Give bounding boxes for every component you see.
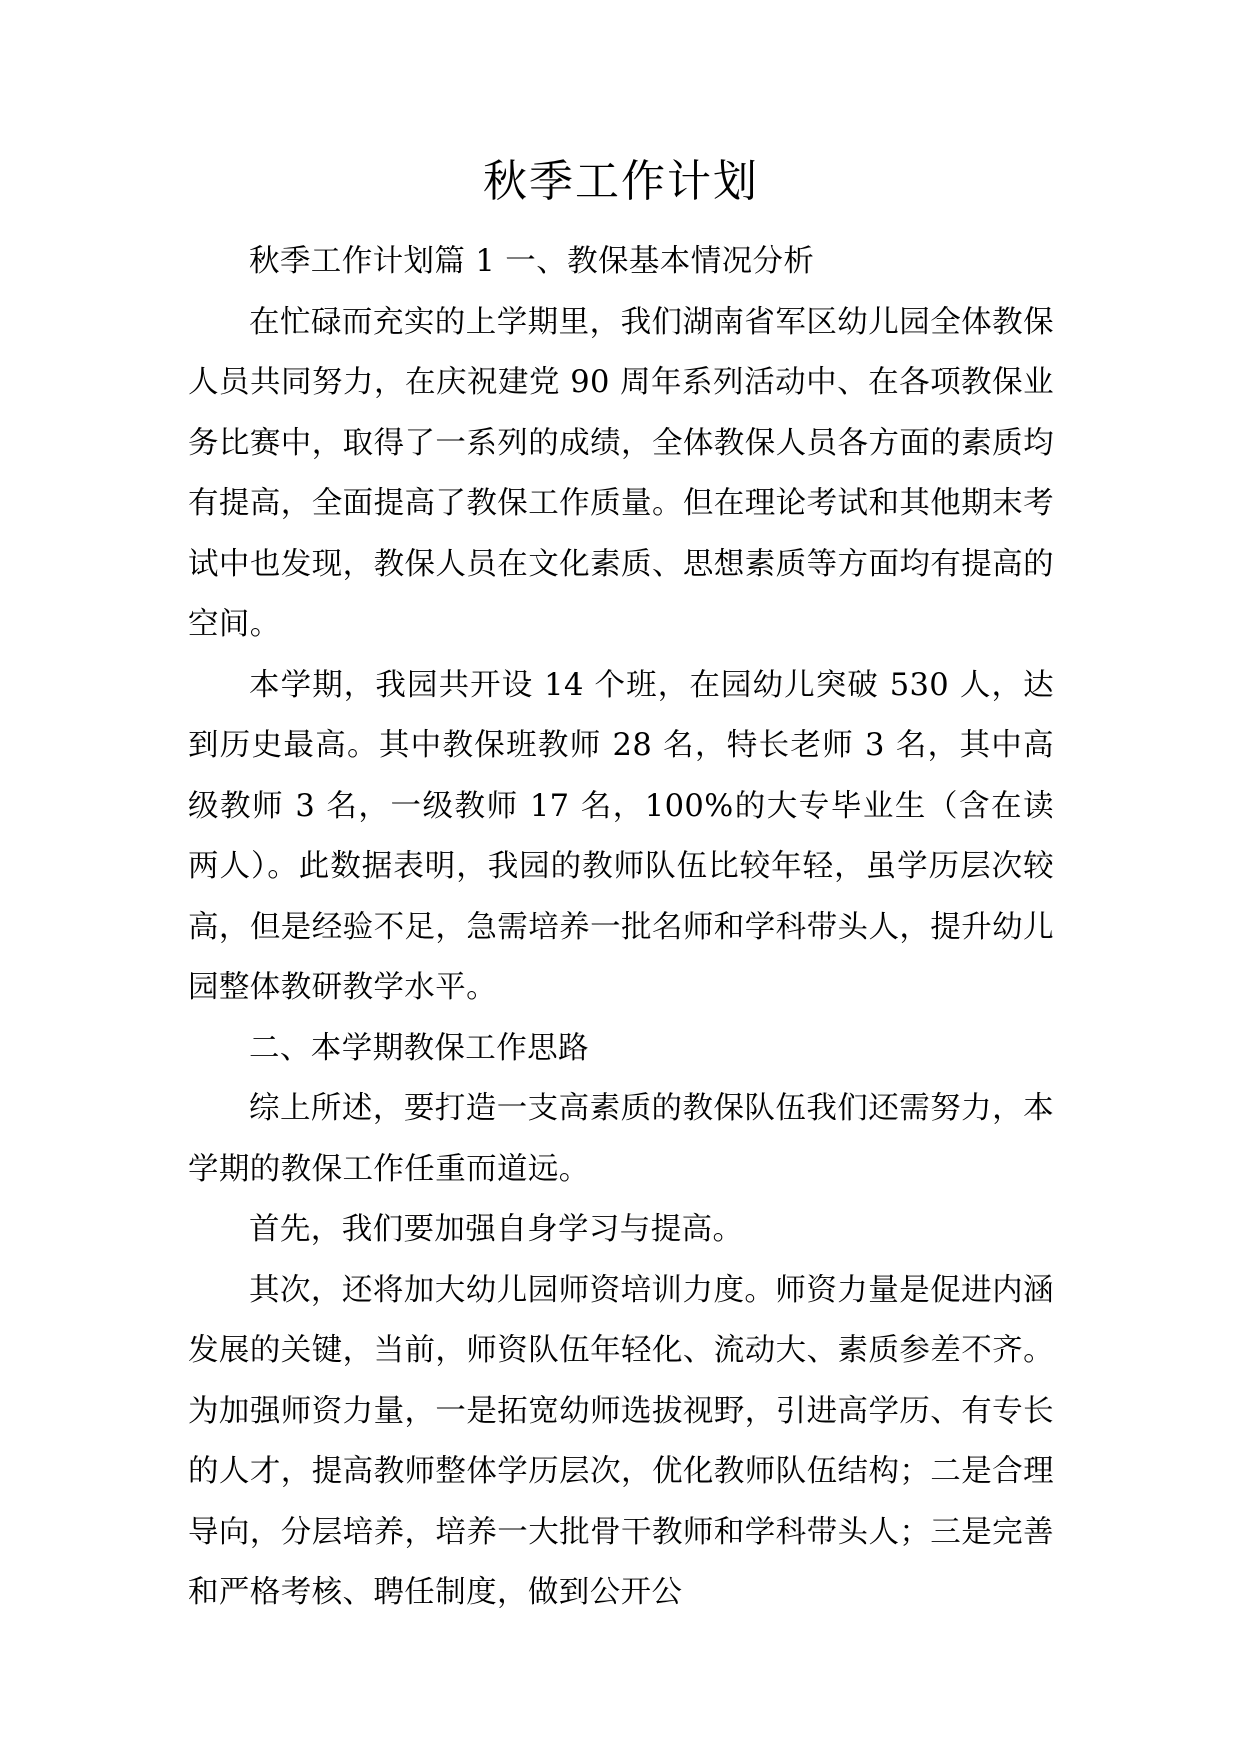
paragraph-first-point: 首先，我们要加强自身学习与提高。 [249, 1212, 744, 1247]
paragraph-section-two-heading: 二、本学期教保工作思路 [249, 1030, 589, 1066]
paragraph-last-semester-summary: 在忙碌而充实的上学期里，我们湖南省军区幼儿园全体教保人员共同努力，在庆祝建党 90 周年系列活动中、在各项教保业务比赛中，取得了一系列的成绩，全体教保人员各方面的素质均有提高，全面提高了教保工作质量。但在理论考试和其他期末考试中也发现，教保人员在文化素质、思想素质等方面均有提高的空间。 [188, 304, 1054, 642]
paragraph-second-point: 其次，还将加大幼儿园师资培训力度。师资力量是促进内涵发展的关键，当前，师资队伍年轻化、流动大、素质参差不齐。为加强师资力量，一是拓宽幼师选拔视野，引进高学历、有专长的人才，提高教师整体学历层次，优化教师队伍结构；二是合理导向，分层培养，培养一大批骨干教师和学科带头人；三是完善和严格考核、聘任制度，做到公开公 [188, 1272, 1054, 1610]
document-body [188, 150, 1054, 1624]
paragraph-overview: 综上所述，要打造一支高素质的教保队伍我们还需努力，本学期的教保工作任重而道远。 [188, 1091, 1054, 1187]
paragraph-section-one-heading: 秋季工作计划篇 1 一、教保基本情况分析 [249, 244, 815, 279]
paragraph-staff-statistics: 本学期，我园共开设 14 个班，在园幼儿突破 530 人，达到历史最高。其中教保班教师 28 名，特长老师 3 名，其中高级教师 3 名，一级教师 17 名，100%的大专毕业生（含在读两人）。此数据表明，我园的教师队伍比较年轻，虽学历层次较高，但是经验不足，急需培养一批名师和学科带头人，提升幼儿园整体教研教学水平。 [188, 667, 1054, 1005]
document-title: 秋季工作计划 [483, 156, 759, 207]
